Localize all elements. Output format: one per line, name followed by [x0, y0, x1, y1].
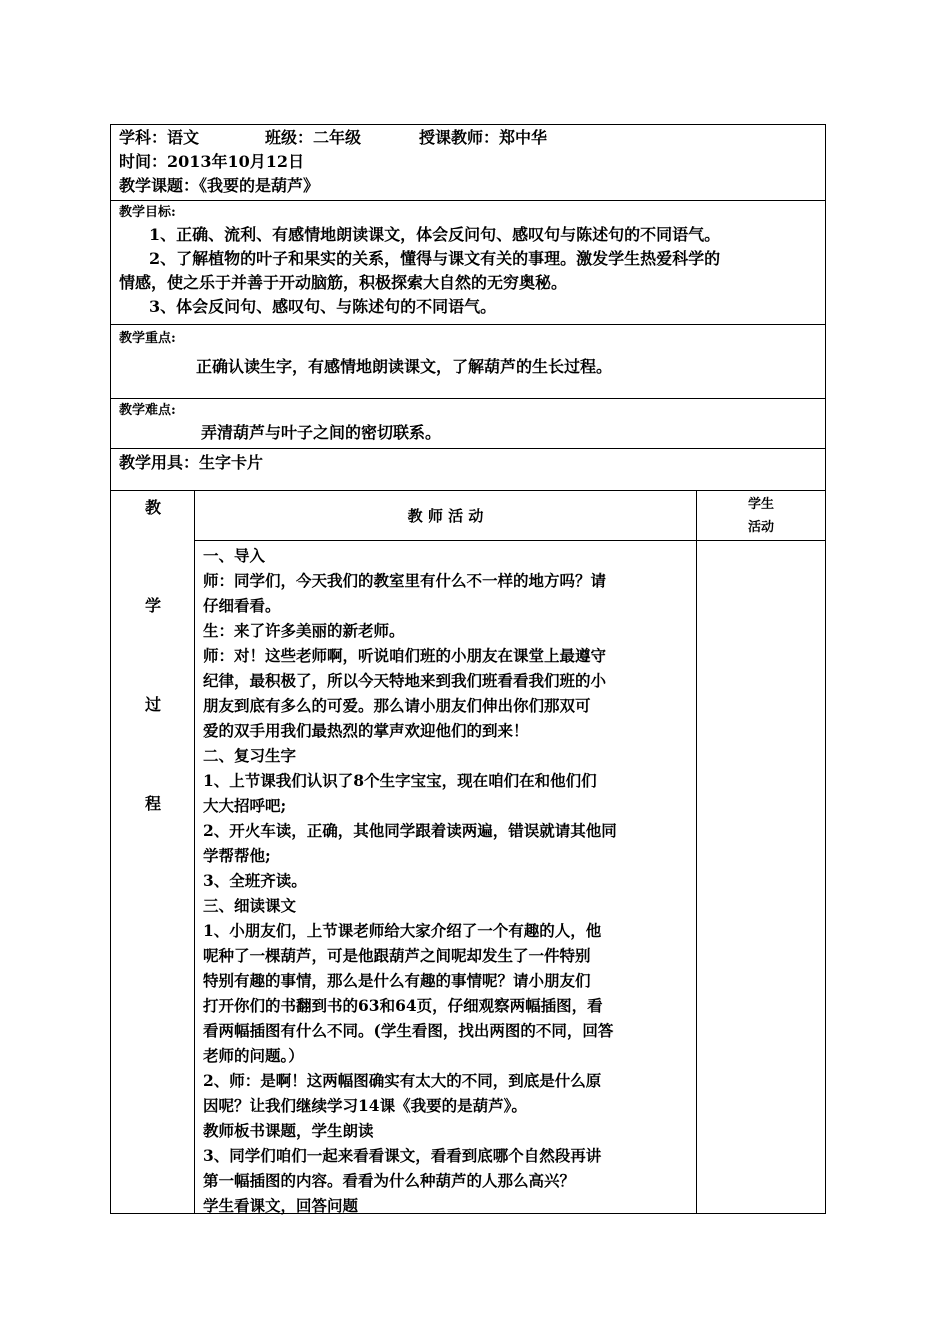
- tools: 教学用具：生字卡片: [119, 453, 264, 472]
- student-activity-col: [697, 491, 825, 1213]
- key-points-text: 正确认读生字，有感情地朗读课文，了解葫芦的生长过程。: [196, 357, 613, 376]
- objective-2: 2、了解植物的叶子和果实的关系，懂得与课文有关的事理。激发学生热爱科学的: [149, 249, 721, 268]
- activity-line: 师：同学们，今天我们的教室里有什么不一样的地方吗？请: [203, 571, 607, 590]
- process-char-4: 程: [144, 794, 161, 813]
- activity-line: 仔细看看。: [203, 596, 281, 615]
- activity-line: 大大招呼吧;: [203, 796, 287, 815]
- teacher: 授课教师：郑中华: [419, 128, 548, 147]
- activity-line: 看两幅插图有什么不同。(学生看图，找出两图的不同，回答: [203, 1021, 614, 1040]
- header-block: [110, 124, 826, 200]
- activity-line: 3、同学们咱们一起来看看课文，看看到底哪个自然段再讲: [203, 1146, 602, 1165]
- activity-line: 二、复习生字: [203, 746, 297, 765]
- activity-line: 爱的双手用我们最热烈的掌声欢迎他们的到来！: [203, 721, 529, 740]
- activity-line: 生：来了许多美丽的新老师。: [203, 621, 405, 640]
- activity-line: 2、开火车读，正确，其他同学跟着读两遍，错误就请其他同: [203, 821, 617, 840]
- activity-line: 特别有趣的事情，那么是什么有趣的事情呢？请小朋友们: [203, 971, 591, 990]
- activity-line: 老师的问题。）: [203, 1046, 304, 1065]
- activity-line: 因呢？让我们继续学习14课《我要的是葫芦》。: [203, 1096, 527, 1115]
- activity-line: 纪律，最积极了，所以今天特地来到我们班看看我们班的小: [203, 671, 607, 690]
- objective-2-cont: 情感，使之乐于并善于开动脑筋，积极探索大自然的无穷奥秘。: [119, 273, 568, 292]
- objectives-block: [110, 200, 826, 324]
- difficulties-label: 教学难点:: [119, 403, 176, 418]
- teacher-activity-col: [195, 491, 697, 1213]
- activity-line: 教师板书课题，学生朗读: [203, 1121, 374, 1140]
- activity-line: 呢种了一棵葫芦，可是他跟葫芦之间呢却发生了一件特别: [203, 946, 591, 965]
- activity-line: 第一幅插图的内容。看看为什么种葫芦的人那么高兴？: [203, 1171, 576, 1190]
- activity-line: 2、师：是啊！这两幅图确实有太大的不同，到底是什么原: [203, 1071, 602, 1090]
- tools-block: [110, 448, 826, 490]
- objective-1: 1、正确、流利、有感情地朗读课文，体会反问句、感叹句与陈述句的不同语气。: [149, 225, 721, 244]
- lesson-plan: [110, 124, 826, 1214]
- key-points-block: [110, 324, 826, 398]
- teacher-activity-body: [195, 541, 696, 1218]
- key-points-label: 教学重点:: [119, 331, 176, 346]
- activity-line: 三、细读课文: [203, 896, 297, 915]
- topic: 教学课题：《我要的是葫芦》: [119, 176, 320, 195]
- activity-line: 1、小朋友们，上节课老师给大家介绍了一个有趣的人，他: [203, 921, 602, 940]
- activity-line: 学帮帮他;: [203, 846, 271, 865]
- activity-line: 1、上节课我们认识了8个生字宝宝，现在咱们在和他们们: [203, 771, 597, 790]
- student-activity-header: 学生 活动: [697, 491, 825, 541]
- time: 时间：2013年10月12日: [119, 152, 305, 171]
- class: 班级：二年级: [265, 128, 362, 147]
- process-char-3: 过: [144, 695, 161, 714]
- difficulties-block: [110, 398, 826, 448]
- activity-line: 师：对！这些老师啊，听说咱们班的小朋友在课堂上最遵守: [203, 646, 607, 665]
- teacher-activity-header: 教 师 活 动: [195, 491, 696, 541]
- difficulties-text: 弄清葫芦与叶子之间的密切联系。: [201, 423, 442, 442]
- objectives-label: 教学目标:: [119, 205, 176, 220]
- process-label-col: [111, 491, 195, 1213]
- subject: 学科：语文: [119, 128, 200, 147]
- process-char-1: 教: [144, 498, 161, 517]
- header-row: [111, 126, 825, 150]
- objective-3: 3、体会反问句、感叹句、与陈述句的不同语气。: [149, 297, 497, 316]
- activity-line: 3、全班齐读。: [203, 871, 307, 890]
- activity-line: 朋友到底有多么的可爱。那么请小朋友们伸出你们那双可: [203, 696, 591, 715]
- process-char-2: 学: [144, 596, 161, 615]
- activity-line: 学生看课文，回答问题: [203, 1196, 359, 1215]
- activity-line: 一、导入: [203, 546, 266, 565]
- activity-line: 打开你们的书翻到书的63和64页，仔细观察两幅插图，看: [203, 996, 603, 1015]
- process-table: [110, 490, 826, 1214]
